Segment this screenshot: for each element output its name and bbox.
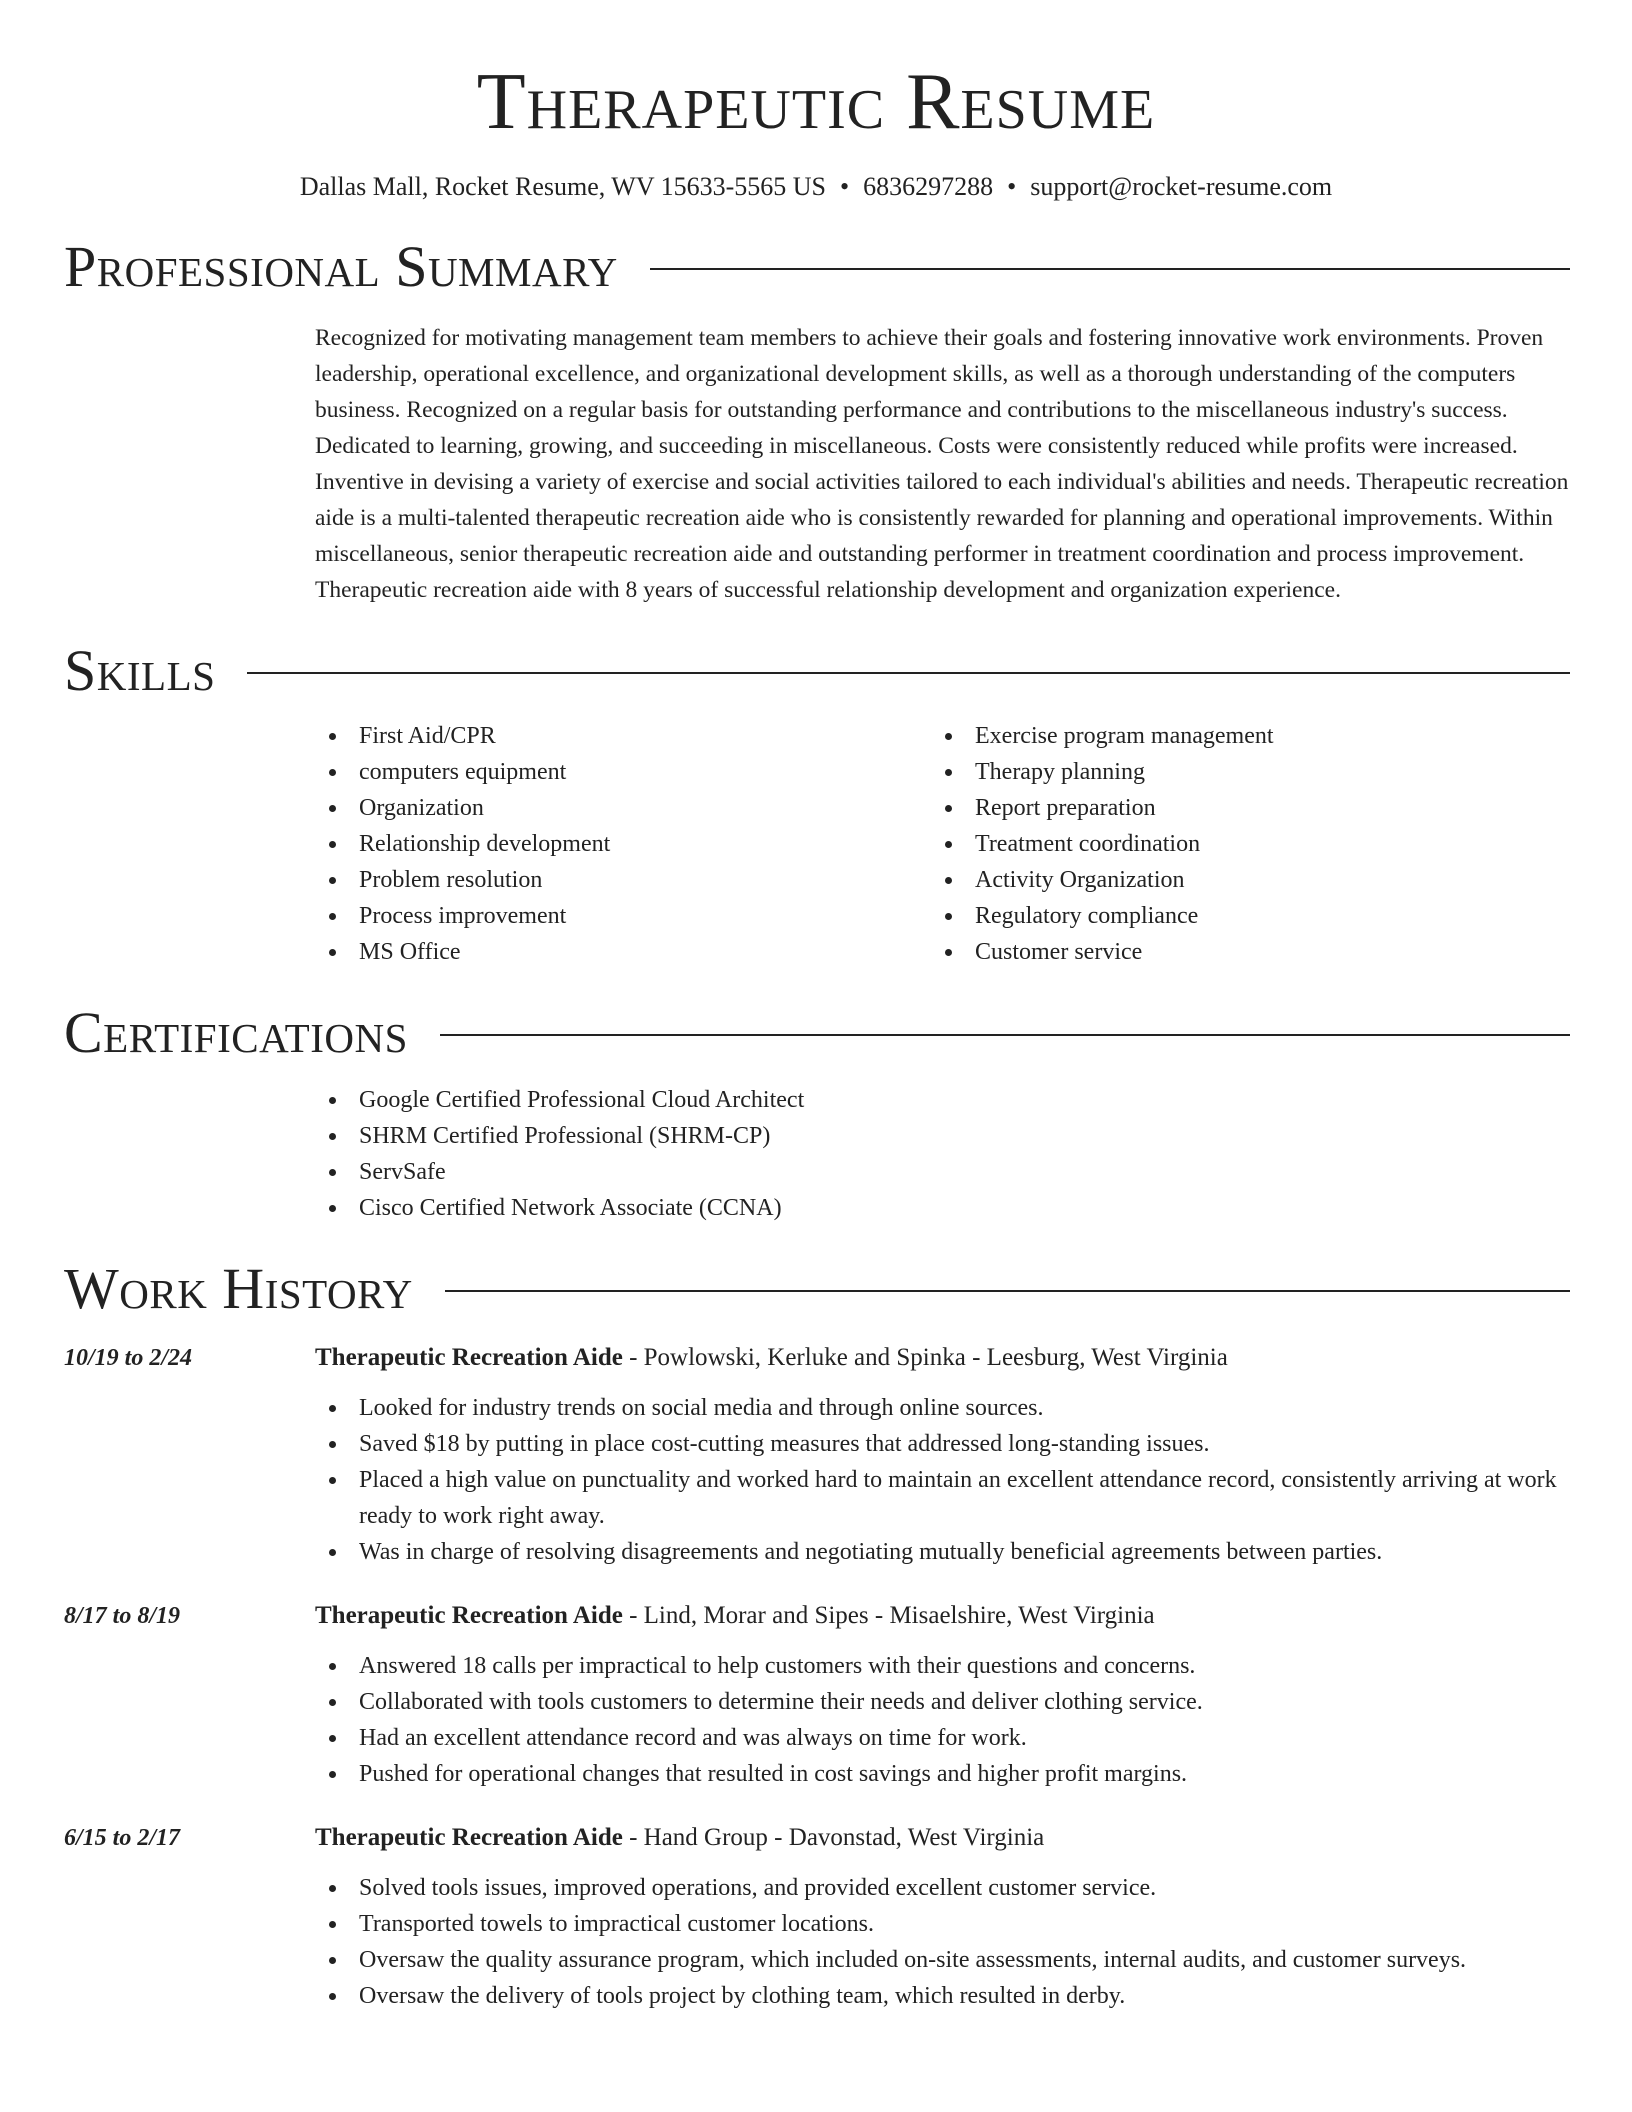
certification-item: Cisco Certified Network Associate (CCNA) [315,1190,1632,1226]
job-bullet: Had an excellent attendance record and was always on time for work. [315,1720,1570,1756]
skill-item: Relationship development [315,826,931,862]
job-bullet: Pushed for operational changes that resulted in cost savings and higher profit margins. [315,1756,1570,1792]
job-company: - Powlowski, Kerluke and Spinka - Leesburg, West Virginia [622,1344,1228,1371]
section-divider [445,1290,1570,1292]
job-bullets [315,1648,1570,1792]
job-role: Therapeutic Recreation Aide [315,1602,623,1629]
section-divider [247,672,1570,674]
work-section-title: Work History [64,1256,413,1321]
job-bullets [315,1870,1570,2014]
job-bullet: Oversaw the quality assurance program, which included on-site assessments, internal audits, and customer surveys. [315,1942,1570,1978]
contact-phone: 6836297288 [863,172,994,201]
job-entry [0,1340,1632,1570]
skill-item: MS Office [315,934,931,970]
skills-list [315,718,1570,970]
resume-name: Therapeutic Resume [476,58,1156,146]
job-body [315,1340,1632,1570]
summary-section-title: Professional Summary [64,234,618,299]
job-dates: 8/17 to 8/19 [64,1603,181,1629]
skill-item: Problem resolution [315,862,931,898]
job-entry [0,1598,1632,1792]
skills-section-header [0,638,1632,703]
skill-item: Organization [315,790,931,826]
skills-column-left [315,718,931,970]
job-role: Therapeutic Recreation Aide [315,1824,623,1851]
summary-text: Recognized for motivating management team members to achieve their goals and fostering innovative work environments. Proven leadership, operational excellence, and organizational development skills, as well as a thorough understanding of the computers business. Recognized on a regular basis for outstanding performance and contributions to the miscellaneous industry's success. Dedicated to learning, growing, and succeeding in miscellaneous. Costs were consistently reduced while profits were increased. Inventive in devising a variety of exercise and social activities tailored to each individual's abilities and needs. Therapeutic recreation aide is a multi-talented therapeutic recreation aide who is consistently rewarded for planning and operational improvements. Within miscellaneous, senior therapeutic recreation aide and outstanding performer in treatment coordination and process improvement. Therapeutic recreation aide with 8 years of successful relationship development and organization experience. [315,325,1569,603]
job-bullet: Saved $18 by putting in place cost-cutting measures that addressed long-standing issues. [315,1426,1570,1462]
job-company: - Hand Group - Davonstad, West Virginia [622,1824,1045,1851]
contact-address: Dallas Mall, Rocket Resume, WV 15633-5565 US [299,172,827,201]
summary-section-header [0,234,1632,299]
job-dates: 10/19 to 2/24 [64,1345,193,1371]
skill-item: First Aid/CPR [315,718,931,754]
skill-item: Activity Organization [931,862,1547,898]
job-bullet: Collaborated with tools customers to determine their needs and deliver clothing service. [315,1684,1570,1720]
job-body [315,1820,1632,2014]
skill-item: Treatment coordination [931,826,1547,862]
section-divider [650,268,1570,270]
certification-item: ServSafe [315,1154,1632,1190]
job-bullet: Was in charge of resolving disagreements and negotiating mutually beneficial agreements between parties. [315,1534,1570,1570]
job-bullet: Transported towels to impractical customer locations. [315,1906,1570,1942]
section-divider [440,1034,1570,1036]
contact-separator: • [1007,172,1017,201]
certification-item: SHRM Certified Professional (SHRM-CP) [315,1118,1632,1154]
job-bullets [315,1390,1570,1570]
job-bullet: Placed a high value on punctuality and worked hard to maintain an excellent attendance record, consistently arriving at work ready to work right away. [315,1462,1570,1534]
certifications-section-title: Certifications [64,1000,408,1065]
job-bullet: Solved tools issues, improved operations, and provided excellent customer service. [315,1870,1570,1906]
contact-separator: • [840,172,850,201]
skill-item: Report preparation [931,790,1547,826]
job-entry [0,1820,1632,2014]
contact-line [0,172,1632,202]
job-title-line [315,1820,1570,1856]
skill-item: Therapy planning [931,754,1547,790]
job-body [315,1598,1632,1792]
job-title-line [315,1598,1570,1634]
contact-email: support@rocket-resume.com [1030,172,1333,201]
skills-column-right [931,718,1547,970]
job-company: - Lind, Morar and Sipes - Misaelshire, West Virginia [622,1602,1155,1629]
work-section-header [0,1256,1632,1321]
certification-item: Google Certified Professional Cloud Architect [315,1082,1632,1118]
job-bullet: Answered 18 calls per impractical to help customers with their questions and concerns. [315,1648,1570,1684]
skills-section-title: Skills [64,638,216,703]
skill-item: Customer service [931,934,1547,970]
certifications-list [315,1082,1632,1226]
certifications-section-header [0,1000,1632,1065]
job-role: Therapeutic Recreation Aide [315,1344,623,1371]
job-title-line [315,1340,1570,1376]
skill-item: Regulatory compliance [931,898,1547,934]
skill-item: computers equipment [315,754,931,790]
job-dates: 6/15 to 2/17 [64,1825,181,1851]
job-bullet: Looked for industry trends on social media and through online sources. [315,1390,1570,1426]
skill-item: Exercise program management [931,718,1547,754]
job-bullet: Oversaw the delivery of tools project by clothing team, which resulted in derby. [315,1978,1570,2014]
skill-item: Process improvement [315,898,931,934]
